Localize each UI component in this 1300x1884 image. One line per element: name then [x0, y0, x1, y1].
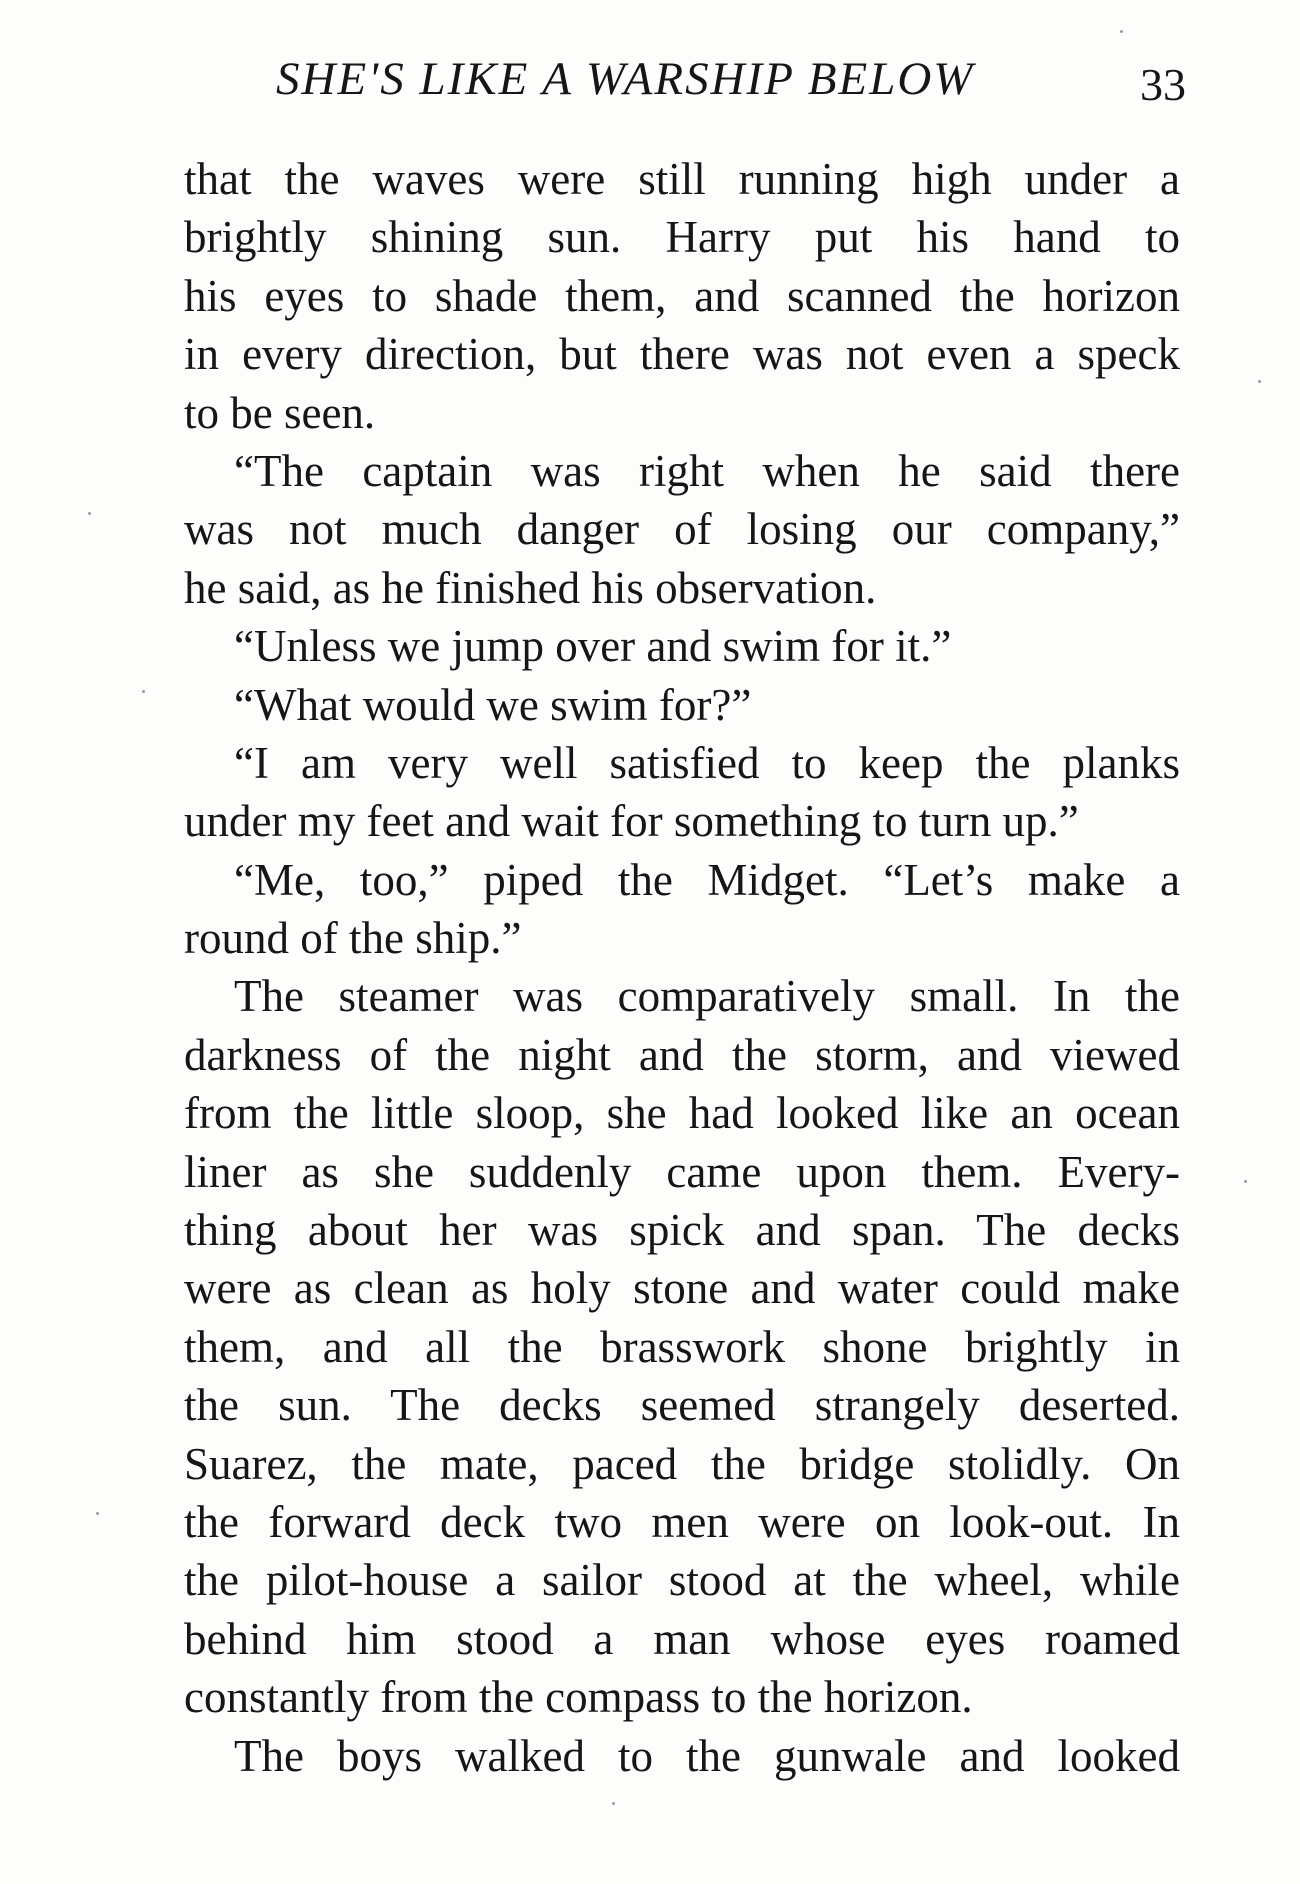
text-line: the pilot-house a sailor stood at the wheel, while: [184, 1555, 1180, 1606]
paper-speck: [96, 1512, 99, 1515]
text-line: “I am very well satisfied to keep the planks: [234, 737, 1180, 788]
text-line: the forward deck two men were on look-out. In: [184, 1496, 1180, 1547]
text-line: to be seen.: [184, 387, 376, 438]
paper-speck: [142, 690, 145, 693]
text-line: his eyes to shade them, and scanned the horizon: [184, 270, 1180, 321]
paper-speck: [1258, 380, 1261, 383]
body-text: [184, 150, 1180, 1785]
text-line: in every direction, but there was not even a speck: [184, 329, 1180, 380]
text-line: he said, as he finished his observation.: [184, 562, 877, 613]
text-line: the sun. The decks seemed strangely deserted.: [184, 1380, 1180, 1431]
paper-speck: [612, 1802, 615, 1805]
text-line: brightly shining sun. Harry put his hand to: [184, 212, 1180, 263]
page-number: 33: [1140, 59, 1186, 110]
text-line: “The captain was right when he said there: [234, 445, 1180, 496]
text-line: them, and all the brasswork shone brightly in: [184, 1321, 1180, 1372]
text-line: “Me, too,” piped the Midget. “Let’s make a: [234, 854, 1180, 905]
text-line: darkness of the night and the storm, and viewed: [184, 1029, 1180, 1080]
text-line: behind him stood a man whose eyes roamed: [184, 1613, 1180, 1664]
running-title: SHE'S LIKE A WARSHIP BELOW: [276, 53, 975, 105]
text-line: Suarez, the mate, paced the bridge stolidly. On: [184, 1438, 1180, 1489]
text-line: were as clean as holy stone and water could make: [184, 1263, 1180, 1314]
text-line: “What would we swim for?”: [234, 679, 752, 730]
text-line: “Unless we jump over and swim for it.”: [234, 621, 952, 672]
text-line: round of the ship.”: [184, 913, 522, 964]
text-line: constantly from the compass to the horizon.: [184, 1672, 973, 1723]
paper-speck: [1244, 1180, 1247, 1183]
text-line: was not much danger of losing our company,”: [184, 504, 1180, 555]
text-line: under my feet and wait for something to turn up.”: [184, 796, 1079, 847]
text-line: from the little sloop, she had looked like an ocean: [184, 1088, 1180, 1139]
running-head: [276, 44, 1206, 114]
text-line: The steamer was comparatively small. In the: [234, 971, 1180, 1022]
paper-speck: [1120, 30, 1123, 33]
text-line: thing about her was spick and span. The decks: [184, 1205, 1180, 1256]
paper-speck: [88, 512, 91, 515]
text-line: The boys walked to the gunwale and looked: [234, 1730, 1180, 1781]
text-line: liner as she suddenly came upon them. Every-: [184, 1146, 1180, 1197]
text-line: that the waves were still running high under a: [184, 154, 1180, 204]
